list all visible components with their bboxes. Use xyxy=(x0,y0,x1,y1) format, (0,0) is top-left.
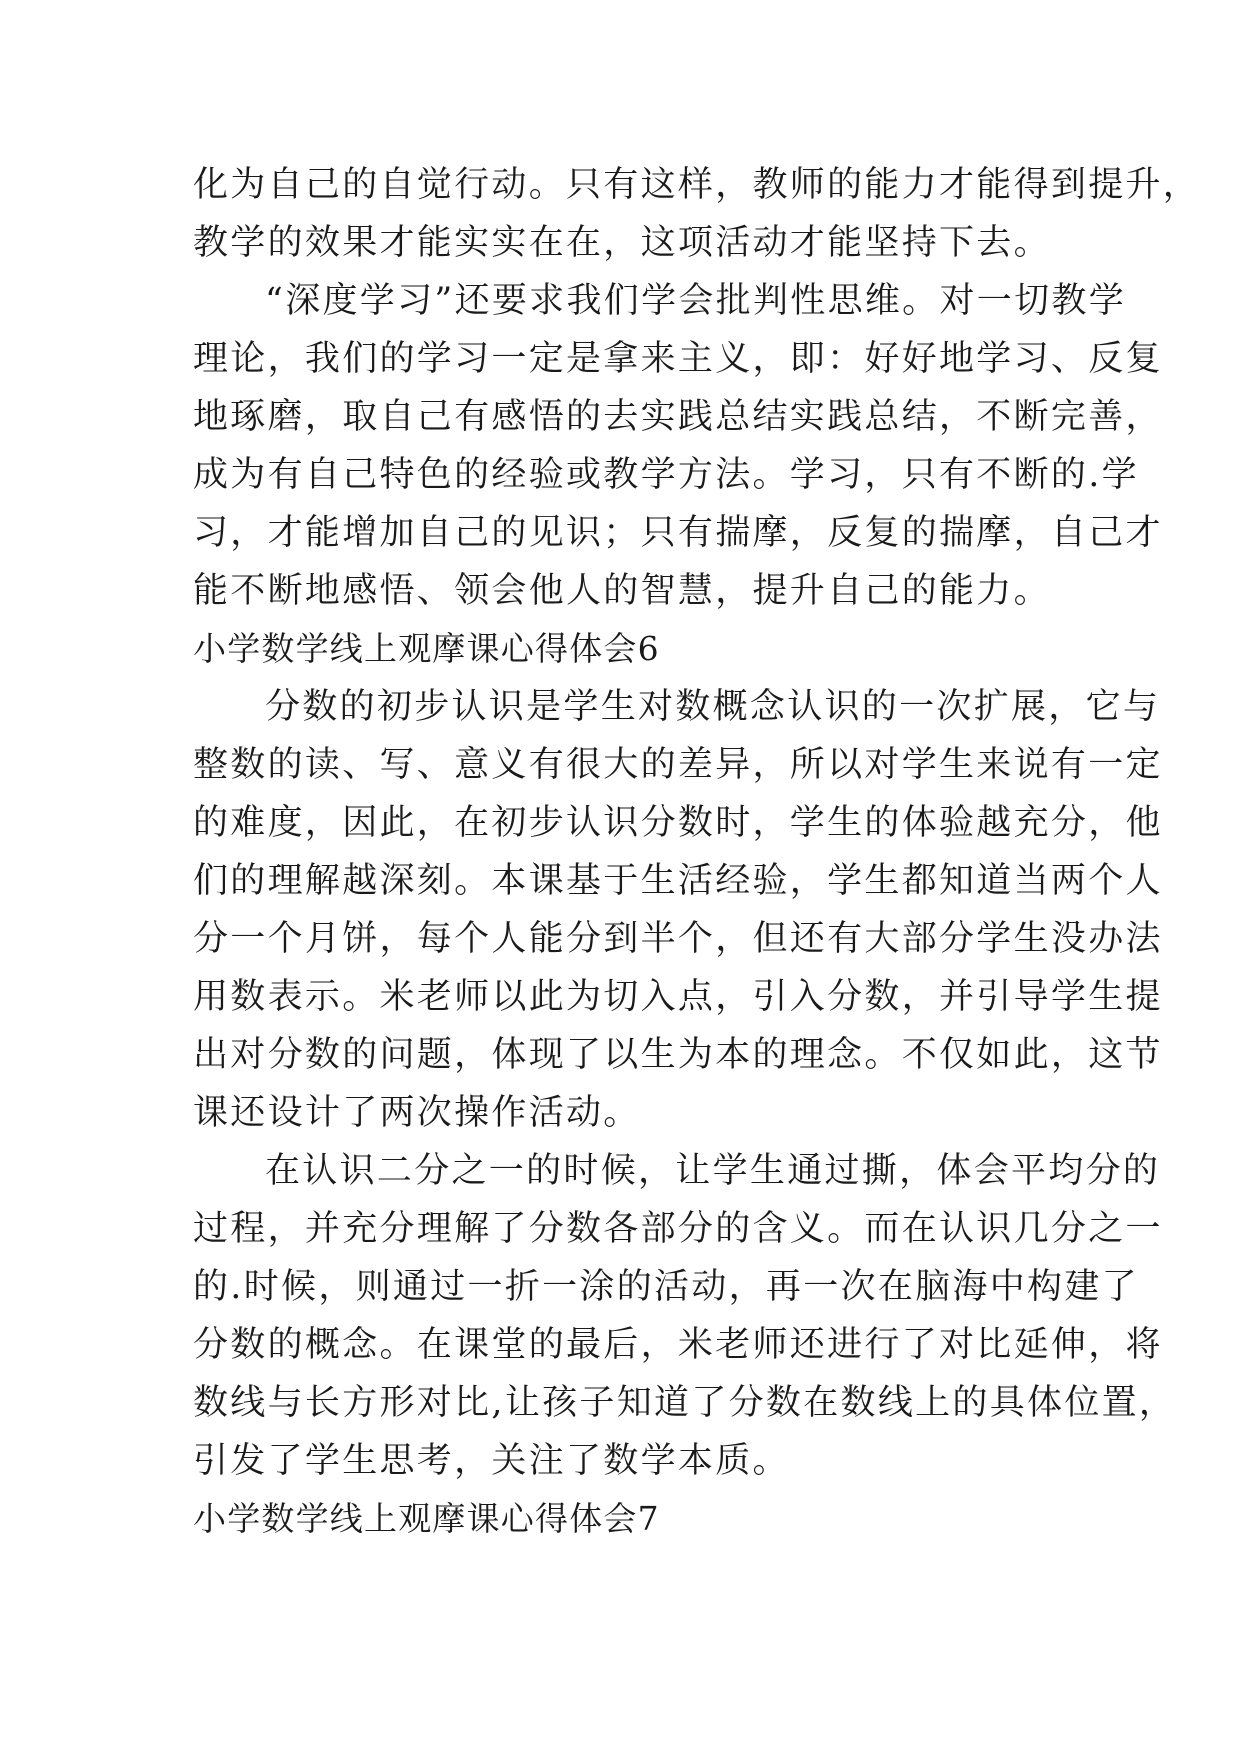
body-line: 分一个月饼，每个人能分到半个，但还有大部分学生没办法 xyxy=(193,919,1163,959)
body-line: 过程，并充分理解了分数各部分的含义。而在认识几分之一 xyxy=(193,1209,1163,1249)
body-line: 用数表示。米老师以此为切入点，引入分数，并引导学生提 xyxy=(193,977,1163,1017)
body-line: 整数的读、写、意义有很大的差异，所以对学生来说有一定 xyxy=(193,745,1163,785)
body-line: 们的理解越深刻。本课基于生活经验，学生都知道当两个人 xyxy=(193,861,1163,901)
body-line: 能不断地感悟、领会他人的智慧，提升自己的能力。 xyxy=(193,571,1051,611)
paragraph-first-line: “深度学习”还要求我们学会批判性思维。对一切教学 xyxy=(265,281,1126,321)
body-line: 化为自己的自觉行动。只有这样，教师的能力才能得到提升， xyxy=(193,165,1201,205)
body-line: 出对分数的问题，体现了以生为本的理念。不仅如此，这节 xyxy=(193,1035,1163,1075)
body-line: 教学的效果才能实实在在，这项活动才能坚持下去。 xyxy=(193,223,1051,263)
paragraph-first-line: 分数的初步认识是学生对数概念认识的一次扩展，它与 xyxy=(265,687,1161,727)
body-line: 课还设计了两次操作活动。 xyxy=(193,1093,641,1133)
body-line: 成为有自己特色的经验或教学方法。学习，只有不断的.学 xyxy=(193,455,1139,495)
body-line: 地琢磨，取自己有感悟的去实践总结实践总结，不断完善， xyxy=(193,397,1163,437)
body-line: 理论，我们的学习一定是拿来主义，即：好好地学习、反复 xyxy=(193,339,1163,379)
section-heading: 小学数学线上观摩课心得体会6 xyxy=(193,629,660,668)
body-line: 数线与长方形对比,让孩子知道了分数在数线上的具体位置， xyxy=(193,1383,1177,1423)
document-page xyxy=(193,156,1201,1548)
body-line: 引发了学生思考，关注了数学本质。 xyxy=(193,1441,790,1481)
body-line: 的难度，因此，在初步认识分数时，学生的体验越充分，他 xyxy=(193,803,1163,843)
section-heading: 小学数学线上观摩课心得体会7 xyxy=(193,1499,660,1538)
body-line: 分数的概念。在课堂的最后，米老师还进行了对比延伸，将 xyxy=(193,1325,1163,1365)
body-line: 的.时候，则通过一折一涂的活动，再一次在脑海中构建了 xyxy=(193,1267,1139,1307)
body-line: 习，才能增加自己的见识；只有揣摩，反复的揣摩，自己才 xyxy=(193,513,1163,553)
paragraph-first-line: 在认识二分之一的时候，让学生通过撕，体会平均分的 xyxy=(265,1151,1161,1191)
